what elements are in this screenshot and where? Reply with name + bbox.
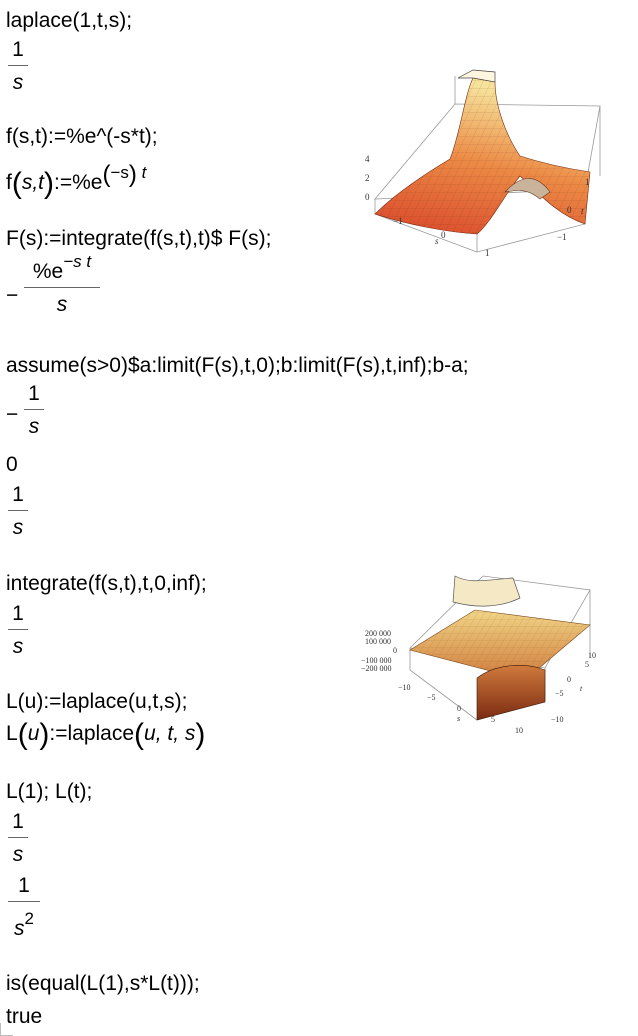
output-define-L: [6, 718, 206, 751]
input-is-equal[interactable]: is(equal(L(1),s*L(t)));: [6, 972, 200, 995]
denominator: s: [12, 635, 24, 658]
t-tick: 0: [567, 675, 571, 684]
paren: (: [134, 718, 145, 751]
t-axis-label: t: [580, 684, 583, 693]
z-tick: 200 000: [365, 629, 391, 638]
input-L-evaluations[interactable]: L(1); L(t);: [6, 780, 93, 803]
t-tick: 0: [567, 205, 572, 215]
z-tick: −200 000: [361, 664, 392, 673]
minus-sign: −: [6, 284, 19, 307]
s-tick: −10: [398, 683, 411, 692]
s-axis-label: s: [435, 236, 439, 246]
function-name: L: [6, 722, 18, 745]
output-define-f: [6, 160, 147, 200]
z-tick: 0: [393, 646, 397, 655]
output-L1: [8, 810, 28, 867]
surface-plot-2[interactable]: [355, 570, 605, 738]
s-tick: −1: [393, 216, 403, 226]
output-true: true: [6, 1005, 43, 1028]
numerator: $\%e^{-s t}$: [32, 252, 92, 283]
z-tick: 2: [365, 173, 370, 183]
s-tick: 0: [441, 230, 446, 240]
input-define-F[interactable]: F(s):=integrate(f(s,t),t)$ F(s);: [6, 227, 272, 250]
denominator: s: [12, 71, 24, 94]
denominator: s: [12, 843, 24, 866]
exponent: −s: [110, 163, 129, 182]
assign-base: :=%e: [54, 171, 103, 194]
fraction-bar: [8, 837, 28, 838]
input-define-L[interactable]: L(u):=laplace(u,t,s);: [6, 690, 188, 713]
output-fraction: [24, 250, 100, 317]
t-tick: 5: [585, 660, 589, 669]
numerator: 1: [12, 602, 24, 625]
t-tick: −5: [555, 689, 564, 698]
t-tick: −1: [557, 232, 567, 242]
fraction-bar: [8, 510, 28, 511]
s-tick: −5: [427, 693, 436, 702]
s-tick: 1: [485, 248, 490, 258]
paren: ): [39, 718, 50, 751]
output-fraction: [8, 38, 28, 95]
assign-laplace: :=laplace: [49, 722, 135, 745]
paren: (: [11, 167, 22, 200]
fraction-bar: [24, 287, 100, 288]
input-define-f[interactable]: f(s,t):=%e^(-s*t);: [6, 125, 158, 148]
input-assume-limits[interactable]: assume(s>0)$a:limit(F(s),t,0);b:limit(F(s),t,inf);b-a;: [6, 354, 469, 377]
z-tick: −100 000: [361, 656, 392, 665]
fraction-bar: [8, 629, 28, 630]
fraction-bar: [8, 65, 28, 66]
output-a: [24, 382, 44, 439]
s-tick: 5: [491, 715, 495, 724]
s-tick: 10: [515, 726, 523, 735]
output-Lt: [8, 874, 40, 941]
plot2-spike-back: [453, 576, 520, 606]
output-fraction: [8, 602, 28, 659]
fraction-bar: [8, 901, 40, 902]
denominator: s: [56, 293, 68, 316]
t-tick: 1: [585, 177, 590, 187]
fraction-bar: [24, 409, 44, 410]
output-b: 0: [6, 453, 18, 476]
laplace-args: u, t, s: [144, 722, 196, 745]
paren: (: [17, 718, 28, 751]
s-tick: 0: [457, 704, 461, 713]
numerator: 1: [12, 38, 24, 61]
minus-sign: −: [6, 403, 19, 426]
numerator: 1: [28, 382, 40, 405]
paren: ): [128, 161, 137, 188]
exponent-var: t: [141, 163, 147, 182]
t-tick: −10: [551, 715, 564, 724]
paren: ): [195, 718, 206, 751]
paren: ): [44, 167, 55, 200]
numerator: 1: [18, 874, 30, 897]
function-arg: u: [27, 722, 40, 745]
plot2-spike-front: [477, 665, 545, 720]
denominator: s: [12, 516, 24, 539]
z-tick: 100 000: [365, 637, 391, 646]
function-args: s,t: [21, 171, 45, 194]
numerator: 1: [12, 483, 24, 506]
surface-plot-1[interactable]: [355, 64, 605, 266]
function-name: f: [6, 171, 12, 194]
output-diff: [8, 483, 28, 540]
s-axis-label: s: [457, 714, 461, 723]
numerator: 1: [12, 810, 24, 833]
z-tick: 0: [365, 192, 370, 202]
t-tick: 10: [588, 651, 596, 660]
denominator: s: [28, 415, 40, 438]
t-axis-label: t: [581, 206, 584, 216]
input-laplace-1[interactable]: laplace(1,t,s);: [6, 9, 133, 32]
input-integrate-definite[interactable]: integrate(f(s,t),t,0,inf);: [6, 572, 207, 595]
z-tick: 4: [365, 154, 370, 164]
paren: (: [102, 161, 111, 188]
cell-bracket: [0, 1023, 13, 1036]
denominator: $s^2$: [14, 909, 34, 940]
